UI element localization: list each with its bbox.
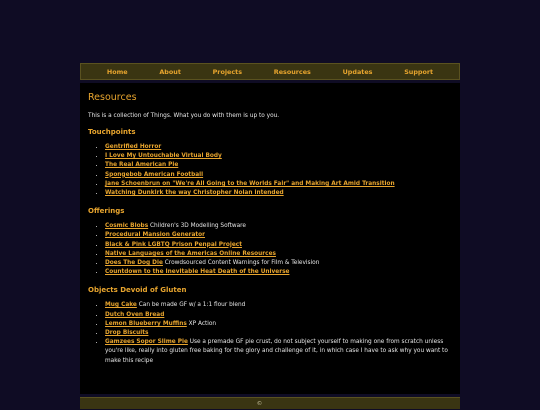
resource-description: Children's 3D Modelling Software [148,223,246,230]
section-heading-touchpoints: Touchpoints [88,128,136,136]
list-item [105,301,452,310]
resource-link[interactable]: Gentrified Horror [105,144,162,150]
list-item [105,152,452,161]
list-item [105,231,452,240]
nav-projects[interactable]: Projects [212,67,243,76]
touchpoints-list [88,143,452,198]
list-item [105,222,452,231]
gluten-free-list [88,301,452,365]
list-item [105,189,452,198]
resource-description: Crowdsourced Content Warnings for Film & Television [162,260,320,267]
resource-description: XP Action [186,320,217,327]
resource-description: Can be made GF w/ a 1:1 flour blend [136,302,246,309]
list-item [105,338,452,366]
list-item [105,143,452,152]
resource-link[interactable]: Spongebob American Football [105,171,204,178]
resource-link[interactable]: Mug Cake [105,302,137,309]
resource-link[interactable]: Black & Pink LGBTQ Prison Penpal Project [105,241,242,248]
resource-link[interactable]: Procedural Mansion Generator [105,232,206,239]
nav-home[interactable]: Home [106,67,128,76]
list-item [105,161,452,170]
resource-link[interactable]: Drop Biscuits [105,330,149,337]
nav-about[interactable]: About [159,67,181,76]
resource-link[interactable]: Jane Schoenbrun on "We're All Going to the Worlds Fair" and Making Art Amid Transition [105,180,395,187]
page-footer: © [80,397,460,409]
list-item [105,171,452,180]
resource-link[interactable]: Gamzees Sopor Slime Pie [105,339,188,346]
list-item [105,241,452,250]
resource-link[interactable]: The Real American Pie [105,162,179,169]
nav-resources[interactable]: Resources [273,67,311,76]
list-item [105,259,452,268]
page-title: Resources [88,92,137,103]
intro-text: This is a collection of Things. What you do with them is up to you. [88,113,280,119]
list-item [105,329,452,338]
list-item [105,320,452,329]
resource-link[interactable]: Watching Dunkirk the way Christopher Nolan intended [105,190,284,197]
nav-updates[interactable]: Updates [342,67,373,76]
resource-link[interactable]: Lemon Blueberry Muffins [105,320,187,327]
list-item [105,250,452,259]
list-item [105,311,452,320]
page-wrapper [80,63,460,405]
offerings-list [88,222,452,277]
main-content [80,83,460,394]
resource-link[interactable]: Dutch Oven Bread [105,311,165,318]
resource-link[interactable]: Countdown to the Inevitable Heat Death of the Universe [105,269,290,276]
list-item [105,180,452,189]
top-nav [80,63,460,80]
list-item [105,268,452,277]
resource-link[interactable]: Cosmic Blobs [105,223,149,230]
nav-support[interactable]: Support [404,67,434,76]
section-heading-offerings: Offerings [88,207,125,216]
resource-link[interactable]: Does The Dog Die [105,260,163,267]
resource-description: Use a premade GF pie crust, do not subject yourself to making one from scratch unless you're like, really into gluten free baking for the glory and challenge of it, in which case I have to ask why you want to make this recipe [105,339,448,364]
section-heading-gluten-free: Objects Devoid of Gluten [88,286,187,295]
resource-link[interactable]: I Love My Untouchable Virtual Body [105,153,222,160]
resource-link[interactable]: Native Languages of the Americas Online Resources [105,250,276,257]
